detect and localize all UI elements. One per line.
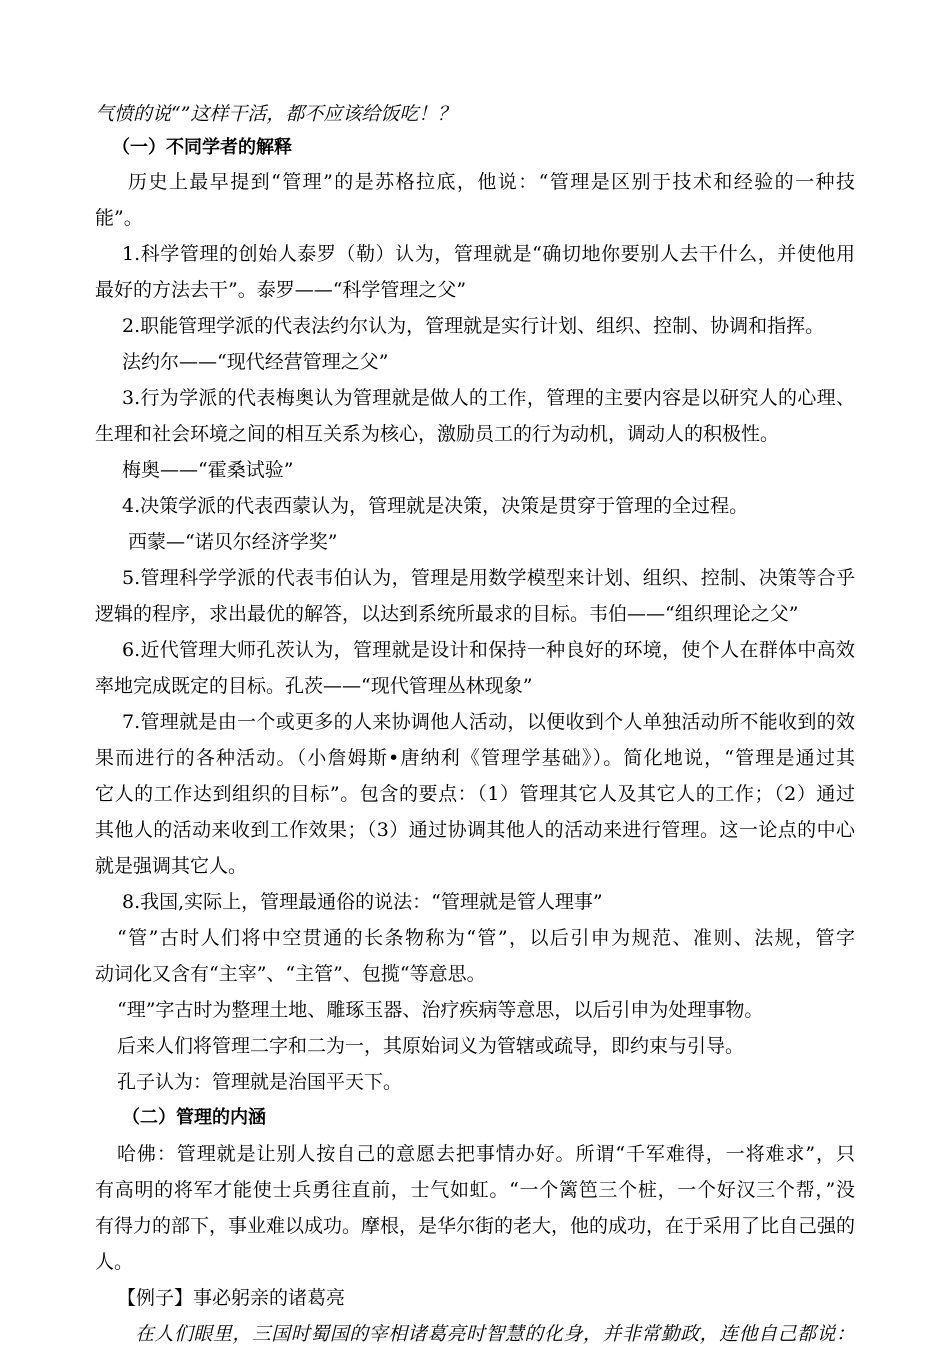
paragraph-line: 8.我国,实际上，管理最通俗的说法：“管理就是管人理事” [122,891,603,913]
paragraph-line: 就是强调其它人。 [95,855,248,877]
paragraph-line: 生理和社会环境之间的相互关系为核心，激励员工的行为动机，调动人的积极性。 [95,423,780,445]
paragraph-line: 6.近代管理大师孔茨认为，管理就是设计和保持一种良好的环境，使个人在群体中高效 [122,639,855,661]
example-line: 在人们眼里，三国时蜀国的宰相诸葛亮时智慧的化身，并非常勤政，连他自己都说： [135,1323,855,1345]
paragraph-line: 法约尔——“现代经营管理之父” [122,351,389,373]
paragraph-line: 5.管理科学学派的代表韦伯认为，管理是用数学模型来计划、组织、控制、决策等合乎 [122,567,855,589]
paragraph-line: 后来人们将管理二字和二为一，其原始词义为管辖或疏导，即约束与引导。 [117,1035,745,1057]
paragraph-line: 果而进行的各种活动。（小詹姆斯•唐纳利《管理学基础》）。简化地说，“管理是通过其 [95,747,855,769]
paragraph-line: 有高明的将军才能使士兵勇往直前，士气如虹。“一个篱笆三个桩，一个好汉三个帮，”没 [95,1179,855,1201]
paragraph-line: 哈佛：管理就是让别人按自己的意愿去把事情办好。所谓“千军难得，一将难求”，只 [117,1143,855,1165]
paragraph-line: 2.职能管理学派的代表法约尔认为，管理就是实行计划、组织、控制、协调和指挥。 [122,315,825,337]
paragraph-line: “理”字古时为整理土地、雕琢玉器、治疗疾病等意思，以后引申为处理事物。 [117,999,764,1021]
paragraph-line: 梅奥——“霍桑试验” [122,459,294,481]
intro-line: 气愤的说“”这样干活，都不应该给饭吃！？ [95,103,457,125]
paragraph-line: 率地完成既定的目标。孔茨——“现代管理丛林现象” [95,675,533,697]
paragraph-line: 历史上最早提到“管理”的是苏格拉底，他说：“管理是区别于技术和经验的一种技 [128,171,855,193]
paragraph-line: 它人的工作达到组织的目标”。包含的要点：（1）管理其它人及其它人的工作；（2）通过 [95,783,855,805]
paragraph-line: 能”。 [95,207,143,229]
paragraph-line: 逻辑的程序，求出最优的解答，以达到系统所最求的目标。韦伯——“组织理论之父” [95,603,799,625]
paragraph-line: 西蒙—“诺贝尔经济学奖” [128,531,338,553]
paragraph-line: 4.决策学派的代表西蒙认为，管理就是决策，决策是贯穿于管理的全过程。 [122,495,749,517]
section-heading-2: （二）管理的内涵 [122,1107,266,1128]
paragraph-line: 动词化又含有“主宰”、“主管”、包揽“等意思。 [95,963,486,985]
paragraph-line: 有得力的部下，事业难以成功。摩根，是华尔街的老大，他的成功，在于采用了比自己强的 [95,1215,856,1237]
paragraph-line: 1.科学管理的创始人泰罗（勒）认为，管理就是“确切地你要别人去干什么，并使他用 [122,243,855,265]
paragraph-line: 孔子认为：管理就是治国平天下。 [117,1071,403,1093]
paragraph-line: 其他人的活动来收到工作效果；（3）通过协调其他人的活动来进行管理。这一论点的中心 [95,819,855,841]
example-heading: 【例子】事必躬亲的诸葛亮 [117,1287,346,1309]
paragraph-line: 最好的方法去干”。泰罗——“科学管理之父” [95,279,467,301]
section-heading-1: （一）不同学者的解释 [112,137,292,158]
paragraph-line: 3.行为学派的代表梅奥认为管理就是做人的工作，管理的主要内容是以研究人的心理、 [122,387,855,409]
paragraph-line: 人。 [95,1251,134,1273]
paragraph-line: 7.管理就是由一个或更多的人来协调他人活动，以便收到个人单独活动所不能收到的效 [122,711,855,733]
paragraph-line: “管”古时人们将中空贯通的长条物称为“管”，以后引申为规范、准则、法规，管字 [117,927,855,949]
